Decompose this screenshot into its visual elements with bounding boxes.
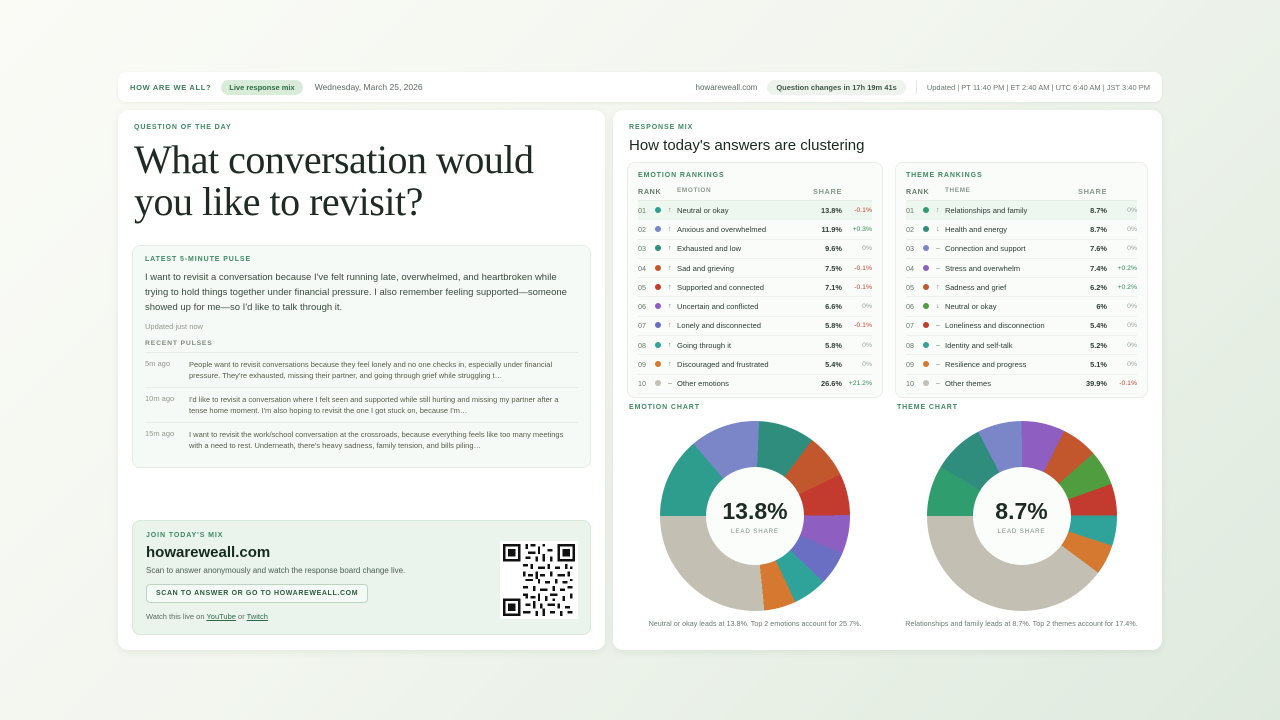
theme-donut[interactable] <box>927 421 1117 611</box>
emotion-share: 13.8% <box>821 205 842 215</box>
theme-share: 6% <box>1096 302 1107 312</box>
emotion-delta: -0.1% <box>854 322 872 330</box>
table-row[interactable] <box>906 278 1137 297</box>
emotion-chart-label: EMOTION CHART <box>629 404 700 411</box>
theme-label: Health and energy <box>945 224 1008 234</box>
emotion-label: Going through it <box>677 340 732 350</box>
table-row[interactable] <box>638 240 872 259</box>
question-eyebrow: QUESTION OF THE DAY <box>134 124 232 131</box>
emotion-chart-caption: Neutral or okay leads at 13.8%. Top 2 emotions account for 25.7%. <box>648 619 862 628</box>
theme-label: Identity and self-talk <box>945 340 1013 350</box>
theme-rankings-card <box>895 162 1148 398</box>
col-emotion: EMOTION <box>677 187 712 194</box>
table-row[interactable] <box>638 220 872 239</box>
theme-label: Neutral or okay <box>945 302 997 312</box>
table-row[interactable] <box>906 375 1137 394</box>
table-row[interactable] <box>638 278 872 297</box>
response-mix-eyebrow: RESPONSE MIX <box>629 124 694 131</box>
emotion-share: 5.8% <box>825 340 842 350</box>
col-rank: RANK <box>638 187 662 196</box>
theme-rank: 07 <box>906 321 914 331</box>
theme-rankings-rows <box>906 201 1137 394</box>
emotion-rank: 01 <box>638 205 646 215</box>
theme-share: 8.7% <box>1090 224 1107 234</box>
emotion-label: Exhausted and low <box>677 244 742 254</box>
emotion-trend-arrow-icon: ↑ <box>668 303 672 311</box>
emotion-share: 7.5% <box>825 263 842 273</box>
theme-trend-arrow-icon: – <box>936 245 940 253</box>
theme-trend-arrow-icon: – <box>936 361 940 369</box>
table-row[interactable] <box>906 220 1137 239</box>
emotion-trend-arrow-icon: ↑ <box>668 264 672 272</box>
live-response-mix-badge: Live response mix <box>221 80 302 95</box>
site-url[interactable]: howareweall.com <box>695 82 758 92</box>
emotion-label: Uncertain and conflicted <box>677 302 759 312</box>
theme-color-dot-icon <box>923 379 936 388</box>
emotion-rank: 10 <box>638 379 646 389</box>
emotion-rank: 03 <box>638 244 646 254</box>
emotion-delta: -0.1% <box>854 206 872 214</box>
theme-lead-share-label: LEAD SHARE <box>997 527 1046 535</box>
emotion-trend-arrow-icon: ↑ <box>668 341 672 349</box>
table-row[interactable] <box>906 297 1137 316</box>
table-row[interactable] <box>906 201 1137 220</box>
theme-color-dot-icon <box>923 302 936 311</box>
col-rank: RANK <box>906 187 930 196</box>
theme-rank: 08 <box>906 340 914 350</box>
theme-rankings-header <box>906 187 1137 201</box>
theme-share: 39.9% <box>1086 379 1107 389</box>
col-arrow <box>936 187 945 196</box>
join-subtitle: Scan to answer anonymously and watch the response board change live. <box>146 566 406 575</box>
join-label: JOIN TODAY'S MIX <box>146 532 224 539</box>
theme-color-dot-icon <box>923 321 936 330</box>
theme-trend-arrow-icon: ↑ <box>936 206 940 214</box>
pulse-time: 5m ago <box>145 359 171 368</box>
theme-color-dot-icon <box>923 283 936 292</box>
theme-delta: +0.2% <box>1117 283 1137 291</box>
emotion-share: 9.6% <box>825 244 842 254</box>
emotion-rank: 04 <box>638 263 646 273</box>
table-row[interactable] <box>638 336 872 355</box>
emotion-rankings-card <box>627 162 883 398</box>
emotion-trend-arrow-icon: ↑ <box>668 206 672 214</box>
emotion-color-dot-icon <box>655 244 668 253</box>
page-title: What conversation would you like to revisit? <box>134 137 534 224</box>
emotion-color-dot-icon <box>655 206 668 215</box>
response-mix-title: How today's answers are clustering <box>629 137 865 154</box>
theme-rank: 06 <box>906 302 914 312</box>
col-delta <box>1107 187 1137 196</box>
theme-donut-center <box>973 467 1071 565</box>
emotion-rankings-rows <box>638 201 872 394</box>
emotion-trend-arrow-icon: ↑ <box>668 361 672 369</box>
app-brand: HOW ARE WE ALL? <box>130 82 212 92</box>
emotion-color-dot-icon <box>655 264 668 273</box>
theme-delta: 0% <box>1127 361 1137 369</box>
theme-label: Stress and overwhelm <box>945 263 1021 273</box>
list-item[interactable] <box>145 422 578 457</box>
emotion-color-dot-icon <box>655 225 668 234</box>
emotion-trend-arrow-icon: ↑ <box>668 245 672 253</box>
theme-label: Loneliness and disconnection <box>945 321 1045 331</box>
table-row[interactable] <box>638 259 872 278</box>
pulse-text: People want to revisit conversations because they feel lonely and no one checks in, especially under financial pressure. They're exhausted, missing their partner, and going through grief while struggling t… <box>189 360 553 380</box>
col-arrow <box>668 187 677 196</box>
list-item[interactable] <box>145 352 578 387</box>
col-dot <box>655 187 668 196</box>
theme-rank: 10 <box>906 379 914 389</box>
table-row[interactable] <box>906 240 1137 259</box>
emotion-color-dot-icon <box>655 341 668 350</box>
table-row[interactable] <box>638 317 872 336</box>
emotion-rankings-label: EMOTION RANKINGS <box>638 172 725 179</box>
emotion-label: Other emotions <box>677 379 729 389</box>
theme-delta: 0% <box>1127 225 1137 233</box>
updated-timestamps: Updated | PT 11:40 PM | ET 2:40 AM | UTC 6:40 AM | JST 3:40 PM <box>926 82 1150 92</box>
emotion-rank: 09 <box>638 360 646 370</box>
emotion-label: Supported and connected <box>677 282 764 292</box>
theme-color-dot-icon <box>923 264 936 273</box>
theme-trend-arrow-icon: ↓ <box>936 303 940 311</box>
top-status-bar <box>118 72 1162 102</box>
emotion-label: Sad and grieving <box>677 263 734 273</box>
theme-rank: 03 <box>906 244 914 254</box>
emotion-label: Discouraged and frustrated <box>677 360 769 370</box>
theme-trend-arrow-icon: – <box>936 341 940 349</box>
theme-share: 5.4% <box>1090 321 1107 331</box>
pulse-text: I'd like to revisit a conversation where I felt seen and supported while still hurting and missing my partner after a tense home moment. I'm also hoping to revisit the one I got stuck on, because I'm… <box>189 395 559 415</box>
pulse-label: LATEST 5-MINUTE PULSE <box>145 256 252 263</box>
join-url[interactable]: howareweall.com <box>146 544 271 561</box>
emotion-delta: -0.1% <box>854 283 872 291</box>
emotion-delta: 0% <box>862 245 872 253</box>
col-share: SHARE <box>813 187 843 196</box>
pulse-updated: Updated just now <box>145 322 203 331</box>
emotion-color-dot-icon <box>655 379 668 388</box>
emotion-trend-arrow-icon: – <box>668 380 672 388</box>
emotion-lead-share-label: LEAD SHARE <box>731 527 779 535</box>
emotion-color-dot-icon <box>655 283 668 292</box>
theme-trend-arrow-icon: – <box>936 380 940 388</box>
emotion-rank: 05 <box>638 282 646 292</box>
emotion-rankings-header <box>638 187 872 201</box>
theme-rank: 04 <box>906 263 914 273</box>
theme-label: Other themes <box>945 379 992 389</box>
theme-delta: 0% <box>1127 245 1137 253</box>
table-row[interactable] <box>638 375 872 394</box>
emotion-lead-share-value: 13.8% <box>722 497 788 524</box>
emotion-share: 5.4% <box>825 360 842 370</box>
emotion-label: Lonely and disconnected <box>677 321 762 331</box>
col-delta <box>842 187 872 196</box>
pulse-text: I want to revisit the work/school conversation at the crossroads, because everything feels like too many meetings with a need to rest. Underneath, there's heavy sadness, family tension, and bills piling… <box>189 430 564 450</box>
theme-label: Resilience and progress <box>945 360 1027 370</box>
emotion-color-dot-icon <box>655 302 668 311</box>
qr-code-icon[interactable] <box>500 541 578 619</box>
table-row[interactable] <box>638 297 872 316</box>
watch-mid: or <box>235 612 247 621</box>
emotion-share: 5.8% <box>825 321 842 331</box>
emotion-donut[interactable] <box>660 421 850 611</box>
theme-rankings-label: THEME RANKINGS <box>906 172 983 179</box>
emotion-label: Anxious and overwhelmed <box>677 224 767 234</box>
emotion-delta: +21.2% <box>848 380 872 388</box>
watch-prefix: Watch this live on <box>146 612 207 621</box>
question-panel <box>118 110 605 650</box>
emotion-trend-arrow-icon: ↑ <box>668 322 672 330</box>
theme-color-dot-icon <box>923 225 936 234</box>
response-mix-header <box>613 110 1162 154</box>
theme-trend-arrow-icon: ↓ <box>936 225 940 233</box>
list-item[interactable] <box>145 387 578 422</box>
emotion-delta: -0.1% <box>854 264 872 272</box>
question-timer-badge: Question changes in 17h 19m 41s <box>767 80 905 95</box>
emotion-trend-arrow-icon: ↑ <box>668 225 672 233</box>
emotion-delta: 0% <box>862 341 872 349</box>
emotion-chart-card <box>627 404 883 629</box>
response-mix-panel <box>613 110 1162 650</box>
theme-trend-arrow-icon: – <box>936 264 940 272</box>
emotion-share: 26.6% <box>821 379 842 389</box>
theme-share: 7.4% <box>1090 263 1107 273</box>
emotion-donut-center <box>706 467 804 565</box>
emotion-label: Neutral or okay <box>677 205 729 215</box>
emotion-color-dot-icon <box>655 321 668 330</box>
emotion-delta: 0% <box>862 303 872 311</box>
current-date: Wednesday, March 25, 2026 <box>314 82 423 92</box>
theme-color-dot-icon <box>923 206 936 215</box>
question-header <box>118 110 605 223</box>
emotion-share: 11.9% <box>821 224 842 234</box>
emotion-rank: 06 <box>638 302 646 312</box>
theme-chart-card <box>895 404 1148 629</box>
emotion-rank: 02 <box>638 224 646 234</box>
theme-share: 7.6% <box>1090 244 1107 254</box>
theme-delta: 0% <box>1127 206 1137 214</box>
scan-to-answer-button[interactable]: SCAN TO ANSWER OR GO TO HOWAREWEALL.COM <box>146 584 368 603</box>
theme-color-dot-icon <box>923 244 936 253</box>
theme-lead-share-value: 8.7% <box>995 497 1048 524</box>
theme-delta: +0.2% <box>1117 264 1137 272</box>
theme-delta: 0% <box>1127 303 1137 311</box>
theme-rank: 02 <box>906 224 914 234</box>
table-row[interactable] <box>906 336 1137 355</box>
emotion-delta: +0.3% <box>852 225 872 233</box>
theme-label: Connection and support <box>945 244 1026 254</box>
theme-chart-label: THEME CHART <box>897 404 958 411</box>
theme-chart-caption: Relationships and family leads at 8.7%. Top 2 themes account for 17.4%. <box>905 619 1138 628</box>
theme-color-dot-icon <box>923 341 936 350</box>
theme-rank: 09 <box>906 360 914 370</box>
col-share: SHARE <box>1078 187 1108 196</box>
theme-trend-arrow-icon: ↑ <box>936 283 940 291</box>
emotion-rank: 08 <box>638 340 646 350</box>
youtube-link[interactable]: YouTube <box>206 612 236 621</box>
theme-share: 5.1% <box>1090 360 1107 370</box>
table-row[interactable] <box>638 355 872 374</box>
emotion-share: 6.6% <box>825 302 842 312</box>
join-mix-card <box>132 520 591 635</box>
theme-delta: -0.1% <box>1119 380 1137 388</box>
emotion-share: 7.1% <box>825 282 842 292</box>
theme-share: 8.7% <box>1090 205 1107 215</box>
pulse-summary: I want to revisit a conversation because I've felt running late, overwhelmed, and heartbroken while trying to hold things together under financial pressure. I also remember feeling supported—someone showed up for me—so I'd like to talk through it. <box>145 272 567 313</box>
emotion-trend-arrow-icon: ↑ <box>668 283 672 291</box>
theme-delta: 0% <box>1127 341 1137 349</box>
divider <box>916 80 917 94</box>
recent-pulses-label: RECENT PULSES <box>145 340 213 347</box>
theme-share: 6.2% <box>1090 282 1107 292</box>
table-row[interactable] <box>906 259 1137 278</box>
emotion-delta: 0% <box>862 361 872 369</box>
latest-pulse-card <box>132 245 591 468</box>
emotion-rank: 07 <box>638 321 646 331</box>
col-dot <box>923 187 936 196</box>
pulse-time: 15m ago <box>145 429 175 438</box>
table-row[interactable] <box>638 201 872 220</box>
theme-rank: 01 <box>906 205 914 215</box>
twitch-link[interactable]: Twitch <box>246 612 268 621</box>
emotion-color-dot-icon <box>655 360 668 369</box>
theme-label: Relationships and family <box>945 205 1028 215</box>
theme-color-dot-icon <box>923 360 936 369</box>
theme-share: 5.2% <box>1090 340 1107 350</box>
theme-delta: 0% <box>1127 322 1137 330</box>
col-theme: THEME <box>945 187 971 194</box>
theme-trend-arrow-icon: – <box>936 322 940 330</box>
pulse-time: 10m ago <box>145 394 175 403</box>
theme-label: Sadness and grief <box>945 282 1007 292</box>
table-row[interactable] <box>906 317 1137 336</box>
theme-rank: 05 <box>906 282 914 292</box>
table-row[interactable] <box>906 355 1137 374</box>
